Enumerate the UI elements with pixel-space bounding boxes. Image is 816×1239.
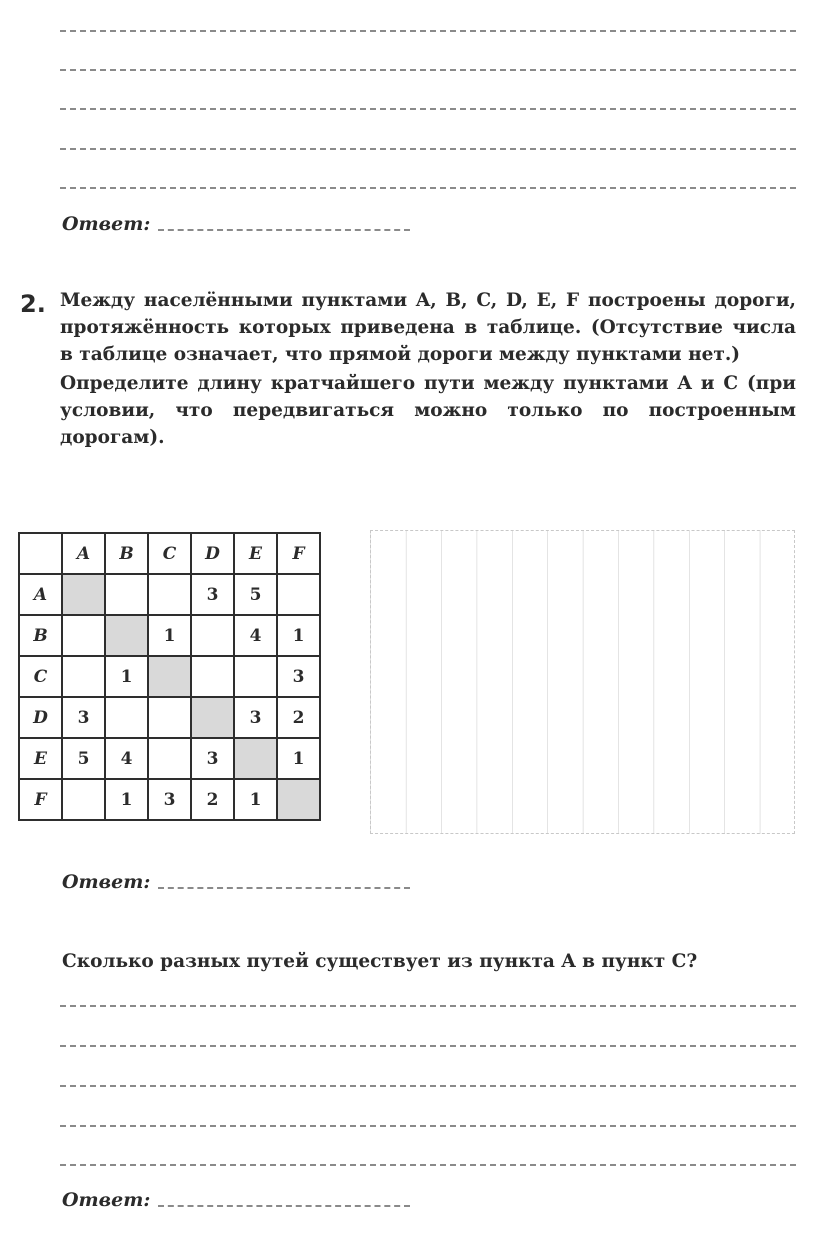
table-row xyxy=(19,738,320,779)
row-header: F xyxy=(19,779,62,820)
table-corner-cell xyxy=(19,533,62,574)
distance-cell: 1 xyxy=(105,656,148,697)
writing-line-8 xyxy=(60,1085,796,1087)
answer-field[interactable] xyxy=(158,229,410,231)
row-header: C xyxy=(19,656,62,697)
answer-row-2 xyxy=(62,871,410,893)
row-header: E xyxy=(19,738,62,779)
table-row xyxy=(19,697,320,738)
table-row xyxy=(19,574,320,615)
table-row xyxy=(19,656,320,697)
distance-cell xyxy=(277,574,320,615)
task-number: 2. xyxy=(20,290,46,318)
writing-line-7 xyxy=(60,1045,796,1047)
answer-field[interactable] xyxy=(158,887,410,889)
distance-cell: 3 xyxy=(62,697,105,738)
answer-row-3 xyxy=(62,1189,410,1211)
distance-cell xyxy=(62,656,105,697)
distance-cell: 1 xyxy=(148,615,191,656)
column-header: A xyxy=(62,533,105,574)
diagonal-cell xyxy=(191,697,234,738)
diagonal-cell xyxy=(234,738,277,779)
answer-label: Ответ: xyxy=(62,1189,151,1211)
distance-table xyxy=(18,532,321,821)
distance-cell xyxy=(62,779,105,820)
writing-line-5 xyxy=(60,187,796,189)
answer-label: Ответ: xyxy=(62,213,151,235)
row-header: A xyxy=(19,574,62,615)
table-header-row xyxy=(19,533,320,574)
writing-line-3 xyxy=(60,108,796,110)
task-paragraph-2: Определите длину кратчайшего пути между пунктами A и C (при условии, что передвигаться можно только по построенным дорогам). xyxy=(60,373,796,448)
writing-line-1 xyxy=(60,30,796,32)
scratch-grid[interactable] xyxy=(370,530,795,834)
column-header: B xyxy=(105,533,148,574)
answer-row-1 xyxy=(62,213,410,235)
distance-cell xyxy=(191,656,234,697)
row-header: B xyxy=(19,615,62,656)
distance-cell: 4 xyxy=(105,738,148,779)
diagonal-cell xyxy=(62,574,105,615)
distance-cell: 1 xyxy=(234,779,277,820)
distance-cell xyxy=(191,615,234,656)
writing-line-6 xyxy=(60,1005,796,1007)
distance-cell: 4 xyxy=(234,615,277,656)
distance-cell: 3 xyxy=(234,697,277,738)
answer-label: Ответ: xyxy=(62,871,151,893)
writing-line-2 xyxy=(60,69,796,71)
diagonal-cell xyxy=(148,656,191,697)
distance-cell: 2 xyxy=(277,697,320,738)
diagonal-cell xyxy=(105,615,148,656)
distance-cell xyxy=(148,738,191,779)
distance-cell: 3 xyxy=(191,738,234,779)
question-text: Сколько разных путей существует из пункта A в пункт C? xyxy=(62,951,698,972)
column-header: F xyxy=(277,533,320,574)
task-statement xyxy=(60,287,796,451)
row-header: D xyxy=(19,697,62,738)
task-paragraph-1: Между населёнными пунктами A, B, C, D, E, F построены дороги, протяжённость которых приведена в таблице. (Отсутствие числа в таблице означает, что прямой дороги между пунктами нет.) xyxy=(60,290,796,365)
distance-cell: 3 xyxy=(191,574,234,615)
distance-cell: 1 xyxy=(277,615,320,656)
table-row xyxy=(19,779,320,820)
distance-cell xyxy=(234,656,277,697)
distance-cell: 5 xyxy=(62,738,105,779)
distance-cell: 2 xyxy=(191,779,234,820)
writing-line-10 xyxy=(60,1164,796,1166)
distance-cell xyxy=(105,574,148,615)
column-header: D xyxy=(191,533,234,574)
distance-cell xyxy=(62,615,105,656)
distance-cell: 3 xyxy=(148,779,191,820)
answer-field[interactable] xyxy=(158,1205,410,1207)
column-header: C xyxy=(148,533,191,574)
diagonal-cell xyxy=(277,779,320,820)
table-row xyxy=(19,615,320,656)
column-header: E xyxy=(234,533,277,574)
distance-cell: 3 xyxy=(277,656,320,697)
distance-cell: 5 xyxy=(234,574,277,615)
distance-cell xyxy=(105,697,148,738)
distance-cell: 1 xyxy=(105,779,148,820)
writing-line-9 xyxy=(60,1125,796,1127)
distance-cell xyxy=(148,574,191,615)
distance-cell: 1 xyxy=(277,738,320,779)
distance-cell xyxy=(148,697,191,738)
writing-line-4 xyxy=(60,148,796,150)
